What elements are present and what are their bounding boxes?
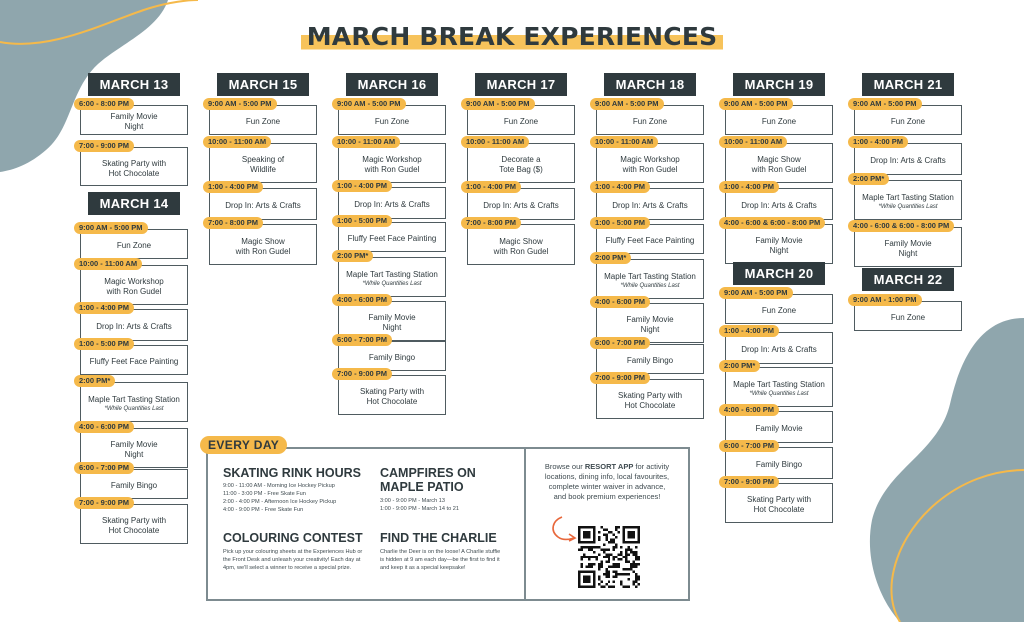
event-line: Family Bingo bbox=[368, 353, 416, 362]
event-time-pill: 4:00 - 6:00 & 6:00 - 8:00 PM bbox=[719, 217, 825, 229]
event-box bbox=[725, 367, 833, 407]
event-line: with Ron Gudel bbox=[622, 165, 678, 174]
resort-app-highlight: RESORT APP bbox=[584, 462, 634, 471]
event-box bbox=[467, 224, 575, 265]
day-header: MARCH 16 bbox=[346, 73, 438, 96]
day-header: MARCH 22 bbox=[862, 268, 954, 291]
event-line: Family Bingo bbox=[755, 460, 803, 469]
event-time-pill: 1:00 - 4:00 PM bbox=[719, 181, 779, 193]
event-line: Fun Zone bbox=[890, 117, 926, 126]
curved-arrow-icon bbox=[548, 515, 578, 543]
event-line: Family Bingo bbox=[626, 356, 674, 365]
skating-line: 9:00 - 11:00 AM - Morning Ice Hockey Pickup bbox=[223, 483, 335, 489]
event-line: Night bbox=[382, 323, 402, 332]
event-line: Family Movie bbox=[755, 236, 803, 245]
event-time-pill: 2:00 PM* bbox=[719, 360, 760, 372]
vertical-divider bbox=[524, 449, 526, 599]
day-header: MARCH 20 bbox=[733, 262, 825, 285]
event-box bbox=[725, 224, 833, 264]
event-time-pill: 9:00 AM - 5:00 PM bbox=[332, 98, 406, 110]
event-note: *While Quantities Last bbox=[620, 283, 680, 289]
event-box bbox=[80, 382, 188, 422]
event-line: with Ron Gudel bbox=[364, 165, 420, 174]
event-line: Magic Workshop bbox=[104, 277, 164, 286]
event-time-pill: 7:00 - 9:00 PM bbox=[332, 368, 392, 380]
event-time-pill: 9:00 AM - 5:00 PM bbox=[461, 98, 535, 110]
event-box bbox=[209, 224, 317, 265]
event-line: Night bbox=[124, 122, 144, 131]
event-line: Skating Party with bbox=[746, 495, 812, 504]
event-time-pill: 9:00 AM - 5:00 PM bbox=[74, 222, 148, 234]
event-time-pill: 1:00 - 4:00 PM bbox=[719, 325, 779, 337]
event-time-pill: 1:00 - 5:00 PM bbox=[332, 215, 392, 227]
event-line: Decorate a bbox=[501, 155, 541, 164]
event-line: Drop In: Arts & Crafts bbox=[354, 200, 430, 209]
campfires-line: 3:00 - 9:00 PM - March 13 bbox=[380, 498, 445, 504]
event-time-pill: 4:00 - 6:00 PM bbox=[590, 296, 650, 308]
event-time-pill: 10:00 - 11:00 AM bbox=[461, 136, 529, 148]
event-line: Fun Zone bbox=[761, 117, 797, 126]
event-line: Fun Zone bbox=[245, 117, 281, 126]
event-line: with Ron Gudel bbox=[493, 246, 549, 256]
event-box bbox=[596, 379, 704, 419]
charlie-title: FIND THE CHARLIE bbox=[380, 531, 497, 545]
event-time-pill: 1:00 - 4:00 PM bbox=[848, 136, 908, 148]
event-time-pill: 9:00 AM - 5:00 PM bbox=[848, 98, 922, 110]
event-time-pill: 4:00 - 6:00 PM bbox=[332, 294, 392, 306]
event-line: with Ron Gudel bbox=[235, 246, 291, 256]
day-header: MARCH 17 bbox=[475, 73, 567, 96]
event-time-pill: 10:00 - 11:00 AM bbox=[719, 136, 787, 148]
event-time-pill: 2:00 PM* bbox=[74, 375, 115, 387]
event-time-pill: 4:00 - 6:00 PM bbox=[74, 421, 134, 433]
event-line: Fluffy Feet Face Painting bbox=[347, 234, 437, 243]
colouring-title: COLOURING CONTEST bbox=[223, 531, 363, 545]
every-day-panel bbox=[206, 438, 690, 601]
event-line: with Ron Gudel bbox=[751, 165, 807, 174]
event-line: Maple Tart Tasting Station bbox=[733, 380, 825, 389]
event-time-pill: 7:00 - 9:00 PM bbox=[719, 476, 779, 488]
app-text-suffix: for activity locations, dining info, local favourites, complete winter waiver in advance, and book premium experiences! bbox=[544, 462, 670, 501]
event-line: Drop In: Arts & Crafts bbox=[741, 201, 817, 210]
skating-line: 4:00 - 9:00 PM - Free Skate Fun bbox=[223, 507, 304, 513]
event-time-pill: 2:00 PM* bbox=[848, 173, 889, 185]
event-time-pill: 9:00 AM - 5:00 PM bbox=[719, 287, 793, 299]
event-line: Family Movie bbox=[626, 315, 674, 324]
event-box bbox=[80, 265, 188, 305]
day-header: MARCH 14 bbox=[88, 192, 180, 215]
event-line: Drop In: Arts & Crafts bbox=[741, 345, 817, 354]
event-box bbox=[338, 143, 446, 183]
event-box bbox=[338, 375, 446, 415]
event-line: Magic Workshop bbox=[362, 155, 422, 164]
event-time-pill: 4:00 - 6:00 & 6:00 - 8:00 PM bbox=[848, 220, 954, 232]
charlie-section bbox=[380, 531, 504, 572]
app-text-prefix: Browse our bbox=[544, 462, 585, 471]
event-note: *While Quantities Last bbox=[878, 204, 938, 210]
resort-app-text bbox=[544, 462, 670, 502]
event-line: Skating Party with bbox=[617, 391, 683, 400]
event-line: Fluffy Feet Face Painting bbox=[605, 236, 695, 245]
event-time-pill: 9:00 AM - 1:00 PM bbox=[848, 294, 922, 306]
event-line: Fun Zone bbox=[761, 306, 797, 315]
event-line: Drop In: Arts & Crafts bbox=[483, 201, 559, 210]
event-line: Fun Zone bbox=[890, 313, 926, 322]
event-time-pill: 1:00 - 4:00 PM bbox=[461, 181, 521, 193]
event-time-pill: 6:00 - 7:00 PM bbox=[74, 462, 134, 474]
event-line: Fun Zone bbox=[374, 117, 410, 126]
event-line: with Ron Gudel bbox=[106, 287, 162, 296]
event-time-pill: 7:00 - 9:00 PM bbox=[74, 140, 134, 152]
event-time-pill: 10:00 - 11:00 AM bbox=[590, 136, 658, 148]
event-line: Maple Tart Tasting Station bbox=[346, 270, 438, 279]
qr-code-icon[interactable] bbox=[578, 526, 640, 588]
event-line: Magic Show bbox=[499, 236, 543, 246]
event-line: Night bbox=[124, 450, 144, 459]
every-day-tag: EVERY DAY bbox=[200, 436, 287, 454]
event-time-pill: 6:00 - 8:00 PM bbox=[74, 98, 134, 110]
event-time-pill: 1:00 - 4:00 PM bbox=[590, 181, 650, 193]
skating-section bbox=[223, 466, 363, 514]
event-time-pill: 7:00 - 9:00 PM bbox=[590, 372, 650, 384]
event-time-pill: 1:00 - 4:00 PM bbox=[74, 302, 134, 314]
event-line: Drop In: Arts & Crafts bbox=[96, 322, 172, 331]
day-header: MARCH 19 bbox=[733, 73, 825, 96]
event-box bbox=[596, 259, 704, 299]
event-time-pill: 7:00 - 9:00 PM bbox=[74, 497, 134, 509]
event-line: Hot Chocolate bbox=[624, 401, 676, 410]
event-time-pill: 6:00 - 7:00 PM bbox=[332, 334, 392, 346]
event-line: Fluffy Feet Face Painting bbox=[89, 357, 179, 366]
event-time-pill: 2:00 PM* bbox=[590, 252, 631, 264]
event-line: Family Movie bbox=[110, 440, 158, 449]
event-time-pill: 2:00 PM* bbox=[332, 250, 373, 262]
event-time-pill: 10:00 - 11:00 AM bbox=[74, 258, 142, 270]
charlie-text: Charlie the Deer is on the loose! A Charlie stuffie is hidden at 9 am each day—be the first to find it and keep it as a special keepsake! bbox=[380, 549, 501, 571]
event-box bbox=[725, 483, 833, 523]
event-line: Magic Workshop bbox=[620, 155, 680, 164]
event-time-pill: 1:00 - 5:00 PM bbox=[74, 338, 134, 350]
colouring-section bbox=[223, 531, 363, 572]
event-time-pill: 1:00 - 4:00 PM bbox=[332, 180, 392, 192]
event-line: Drop In: Arts & Crafts bbox=[225, 201, 301, 210]
event-time-pill: 10:00 - 11:00 AM bbox=[203, 136, 271, 148]
event-line: Family Movie bbox=[110, 112, 158, 121]
event-box bbox=[596, 143, 704, 183]
event-line: Night bbox=[898, 249, 918, 258]
page-title: MARCH BREAK EXPERIENCES bbox=[301, 22, 724, 52]
event-line: Family Movie bbox=[755, 424, 803, 433]
event-line: Fun Zone bbox=[632, 117, 668, 126]
day-header: MARCH 15 bbox=[217, 73, 309, 96]
event-line: Family Bingo bbox=[110, 481, 158, 490]
event-line: Magic Show bbox=[241, 236, 285, 246]
event-line: Skating Party with bbox=[359, 387, 425, 396]
day-header: MARCH 13 bbox=[88, 73, 180, 96]
event-time-pill: 6:00 - 7:00 PM bbox=[719, 440, 779, 452]
event-box bbox=[80, 504, 188, 544]
event-box bbox=[854, 227, 962, 267]
event-line: Hot Chocolate bbox=[108, 526, 160, 535]
campfires-title-line1: CAMPFIRES ON bbox=[380, 466, 476, 480]
event-time-pill: 9:00 AM - 5:00 PM bbox=[590, 98, 664, 110]
event-line: Speaking of bbox=[241, 155, 285, 164]
event-note: *While Quantities Last bbox=[362, 281, 422, 287]
event-line: Hot Chocolate bbox=[108, 168, 160, 178]
event-line: Night bbox=[640, 325, 660, 334]
event-line: Maple Tart Tasting Station bbox=[862, 193, 954, 202]
event-line: Wildlife bbox=[250, 165, 276, 174]
skating-line: 2:00 - 4:00 PM - Afternoon Ice Hockey Pickup bbox=[223, 499, 337, 505]
event-line: Family Movie bbox=[884, 239, 932, 248]
skating-title: SKATING RINK HOURS bbox=[223, 466, 361, 480]
day-header: MARCH 21 bbox=[862, 73, 954, 96]
event-line: Maple Tart Tasting Station bbox=[88, 395, 180, 404]
event-time-pill: 9:00 AM - 5:00 PM bbox=[719, 98, 793, 110]
event-line: Night bbox=[769, 246, 789, 255]
event-time-pill: 1:00 - 5:00 PM bbox=[590, 217, 650, 229]
campfires-title-line2: MAPLE PATIO bbox=[380, 480, 464, 494]
event-box bbox=[854, 180, 962, 220]
event-time-pill: 7:00 - 8:00 PM bbox=[203, 217, 263, 229]
event-line: Fun Zone bbox=[503, 117, 539, 126]
event-line: Hot Chocolate bbox=[366, 397, 418, 406]
event-time-pill: 6:00 - 7:00 PM bbox=[590, 337, 650, 349]
event-time-pill: 7:00 - 8:00 PM bbox=[461, 217, 521, 229]
event-line: Fun Zone bbox=[116, 241, 152, 250]
campfires-line: 1:00 - 9:00 PM - March 14 to 21 bbox=[380, 506, 459, 512]
event-box bbox=[338, 257, 446, 297]
event-line: Skating Party with bbox=[101, 158, 167, 168]
event-line: Tote Bag ($) bbox=[499, 165, 543, 174]
event-time-pill: 4:00 - 6:00 PM bbox=[719, 404, 779, 416]
event-line: Maple Tart Tasting Station bbox=[604, 272, 696, 281]
event-line: Magic Show bbox=[757, 155, 801, 164]
event-box bbox=[80, 147, 188, 186]
skating-line: 11:00 - 3:00 PM - Free Skate Fun bbox=[223, 491, 306, 497]
event-line: Hot Chocolate bbox=[753, 505, 805, 514]
event-time-pill: 1:00 - 4:00 PM bbox=[203, 181, 263, 193]
event-box bbox=[725, 143, 833, 183]
event-line: Drop In: Arts & Crafts bbox=[612, 201, 688, 210]
event-note: *While Quantities Last bbox=[749, 391, 809, 397]
day-header: MARCH 18 bbox=[604, 73, 696, 96]
event-line: Family Movie bbox=[368, 313, 416, 322]
event-time-pill: 10:00 - 11:00 AM bbox=[332, 136, 400, 148]
colouring-text: Pick up your colouring sheets at the Experiences Hub or the Front Desk and unleash your creativity! Each day at 4pm, we'll select a winner to receive a special prize. bbox=[223, 549, 363, 571]
event-box bbox=[209, 143, 317, 183]
event-box bbox=[467, 143, 575, 183]
event-note: *While Quantities Last bbox=[104, 406, 164, 412]
event-line: Skating Party with bbox=[101, 516, 167, 525]
event-time-pill: 9:00 AM - 5:00 PM bbox=[203, 98, 277, 110]
page-title-wrap bbox=[0, 22, 1024, 52]
event-line: Drop In: Arts & Crafts bbox=[870, 156, 946, 165]
campfires-section bbox=[380, 466, 510, 513]
